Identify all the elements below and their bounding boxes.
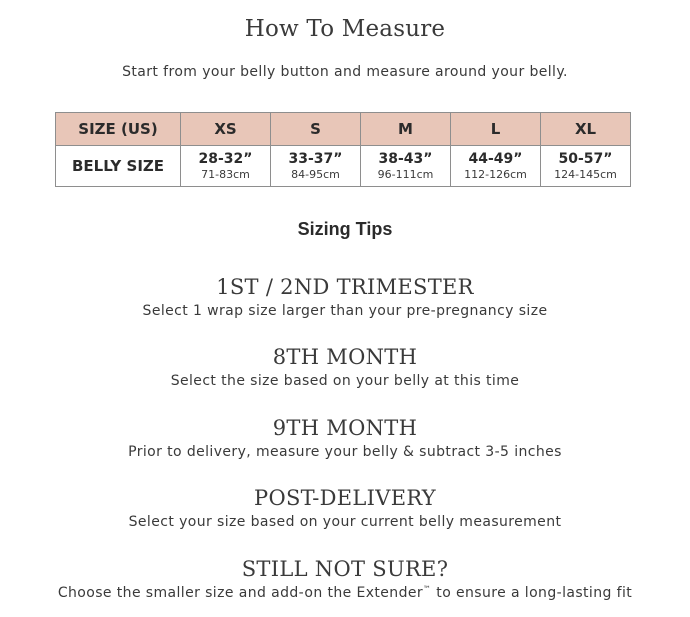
tip-text: Select your size based on your current belly measurement [128,514,562,530]
range-cm: 71-83cm [201,167,250,181]
trademark-symbol: ™ [423,584,432,594]
belly-size-cell-xs [181,146,271,187]
tip-9th-month [0,415,690,461]
tip-text: Select the size based on your belly at this time [170,373,520,389]
range-inches: 50-57” [558,150,613,167]
tip-still-not-sure [0,556,690,602]
size-column-xs: XS [181,113,271,146]
range-inches: 28-32” [198,150,253,167]
tip-post-delivery [0,485,690,531]
size-column-xl: XL [541,113,631,146]
tip-heading: 1ST / 2ND TRIMESTER [216,275,474,299]
belly-size-cell-l [451,146,541,187]
range-inches: 33-37” [288,150,343,167]
range-cm: 112-126cm [464,167,527,181]
tip-trimester [0,274,690,320]
tip-heading: 9TH MONTH [272,416,418,440]
tip-heading: 8TH MONTH [272,345,418,369]
belly-size-cell-m [361,146,451,187]
belly-size-cell-xl [541,146,631,187]
tip-heading: POST-DELIVERY [254,486,436,510]
range-cm: 84-95cm [291,167,340,181]
tip-text: Select 1 wrap size larger than your pre-pregnancy size [142,303,548,319]
tip-heading: STILL NOT SURE? [241,557,449,581]
size-column-s: S [271,113,361,146]
sizing-tips-title: Sizing Tips [297,219,393,239]
size-header-row [56,113,631,146]
range-inches: 44-49” [468,150,523,167]
page-title: How To Measure [244,16,446,42]
tip-text-start: Choose the smaller size and add-on the Extender [57,585,424,601]
range-inches: 38-43” [378,150,433,167]
tip-8th-month [0,344,690,390]
belly-size-cell-s [271,146,361,187]
size-chart-table [55,112,631,187]
belly-size-label: BELLY SIZE [56,146,181,187]
measure-instructions: Start from your belly button and measure around your belly. [122,64,568,80]
size-column-m: M [361,113,451,146]
belly-size-row [56,146,631,187]
tip-text: Prior to delivery, measure your belly & subtract 3-5 inches [128,444,562,460]
size-us-header: SIZE (US) [56,113,181,146]
tip-text-end: to ensure a long-lasting fit [431,585,633,601]
size-column-l: L [451,113,541,146]
tip-text [0,584,690,602]
range-cm: 124-145cm [554,167,617,181]
range-cm: 96-111cm [377,167,434,181]
